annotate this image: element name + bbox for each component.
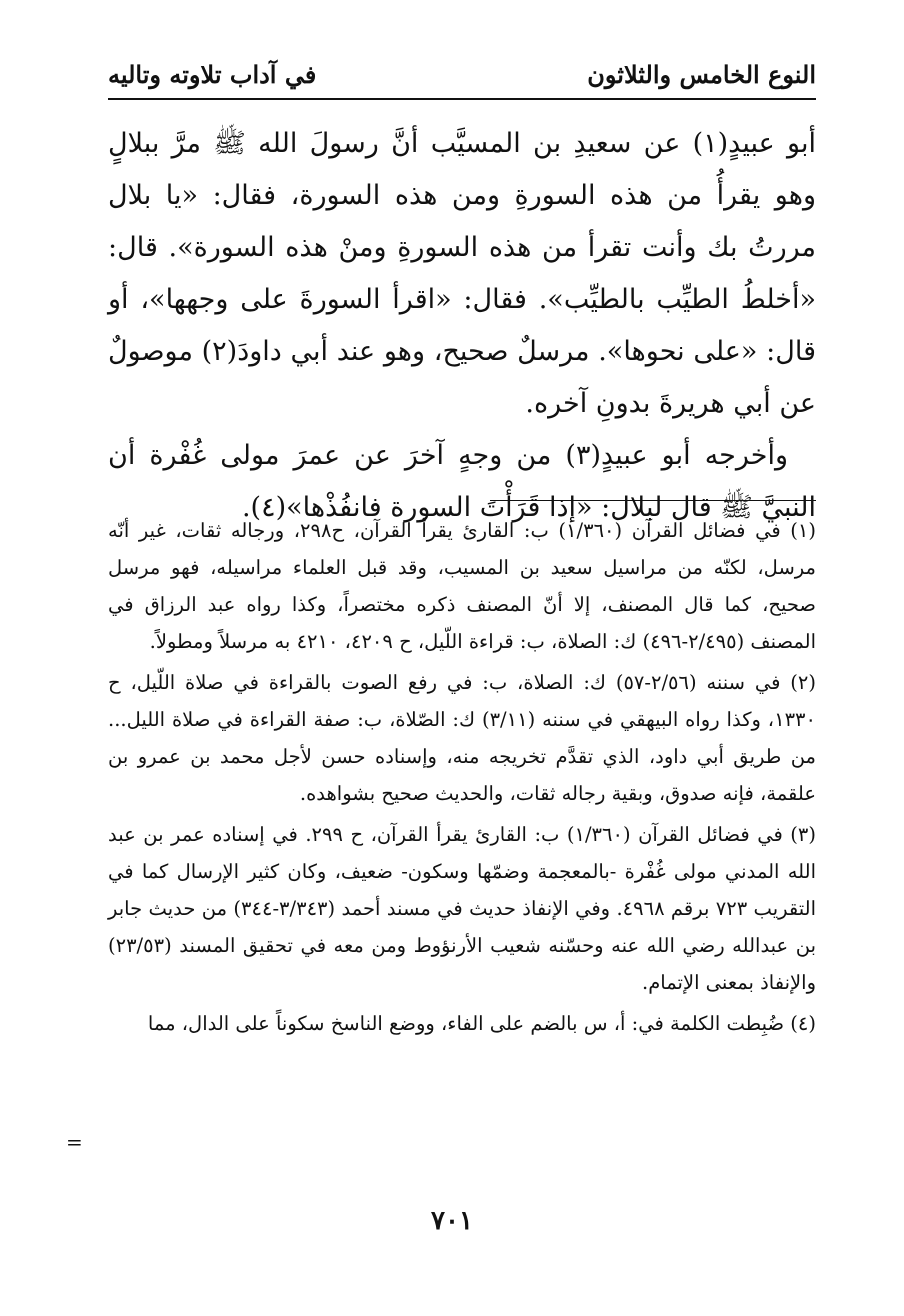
footnote-divider — [490, 500, 816, 501]
continuation-mark: = — [66, 1130, 84, 1154]
main-text — [108, 118, 816, 534]
header-divider — [108, 98, 816, 100]
section-title: في آداب تلاوته وتاليه — [108, 59, 317, 89]
footnote-3: (٣) في فضائل القرآن (١/٣٦٠) ب: القارئ يقرأ القرآن، ح ٢٩٩. في إسناده عمر بن عبد الله المدني مولى غُفْرة -بالمعجمة وضمّها وسكون- ضعيف، وكان كثير الإرسال كما في التقريب ٧٢٣ برقم ٤٩٦٨. وفي الإنفاذ حديث في مسند أحمد (٣/٣٤٣-٣٤٤) من حديث جابر بن عبدالله رضي الله عنه وحسّنه شعيب الأرنؤوط ومن معه في تحقيق المسند (٢٣/٥٣) والإنفاذ بمعنى الإتمام. — [108, 823, 817, 994]
page-number: ٧٠١ — [431, 1206, 473, 1236]
paragraph: أبو عبيدٍ(١) عن سعيدِ بن المسيَّب أنَّ رسولَ الله ﷺ مرَّ ببلالٍ وهو يقرأُ من هذه السورةِ ومن هذه السورة، فقال: «يا بلال مررتُ بك وأنت تقرأ من هذه السورةِ ومنْ هذه السورة». قال: «أخلطُ الطيِّب بالطيِّب». فقال: «اقرأ السورةَ على وجهها»، أو قال: «على نحوها». مرسلٌ صحيح، وهو عند أبي داودَ(٢) موصولٌ عن أبي هريرةَ بدونِ آخره. — [108, 128, 817, 419]
footnotes-section — [108, 512, 816, 1046]
footnote-2: (٢) في سننه (٢/٥٦-٥٧) ك: الصلاة، ب: في رفع الصوت بالقراءة في صلاة اللّيل، ح ١٣٣٠، وكذا رواه البيهقي في سننه (٣/١١) ك: الصّلاة، ب: صفة القراءة في صلاة الليل... من طريق أبي داود، الذي تقدَّم تخريجه منه، وإسناده حسن لأجل محمد بن عمرو بن علقمة، فإنه صدوق، وبقية رجاله ثقات، والحديث صحيح بشواهده. — [108, 671, 816, 805]
footnote-4: (٤) ضُبِطت الكلمة في: أ، س بالضم على الفاء، ووضع الناسخ سكوناً على الدال، مما — [147, 1012, 816, 1035]
footnote-1: (١) في فضائل القرآن (١/٣٦٠) ب: القارئ يقرأ القرآن، ح٢٩٨، ورجاله ثقات، غير أنّه مرسل، لكنّه من مراسيل سعيد بن المسيب، وقد قبل العلماء مراسيله، فهو مرسل صحيح، كما قال المصنف، إلا أنّ المصنف ذكره مختصراً، وكذا رواه عبد الرزاق في المصنف (٢/٤٩٥-٤٩٦) ك: الصلاة، ب: قراءة اللّيل، ح ٤٢٠٩، ٤٢١٠ به مرسلاً ومطولاً. — [108, 519, 816, 653]
chapter-title: النوع الخامس والثلاثون — [587, 59, 816, 89]
paragraph: وأخرجه أبو عبيدٍ(٣) من وجهٍ آخرَ عن عمرَ مولى غُفْرة أن النبيَّ ﷺ قال لبلال: «إذا قَرَأْتَ السورة فانفُذْها»(٤). — [108, 440, 816, 523]
running-header — [108, 52, 816, 96]
